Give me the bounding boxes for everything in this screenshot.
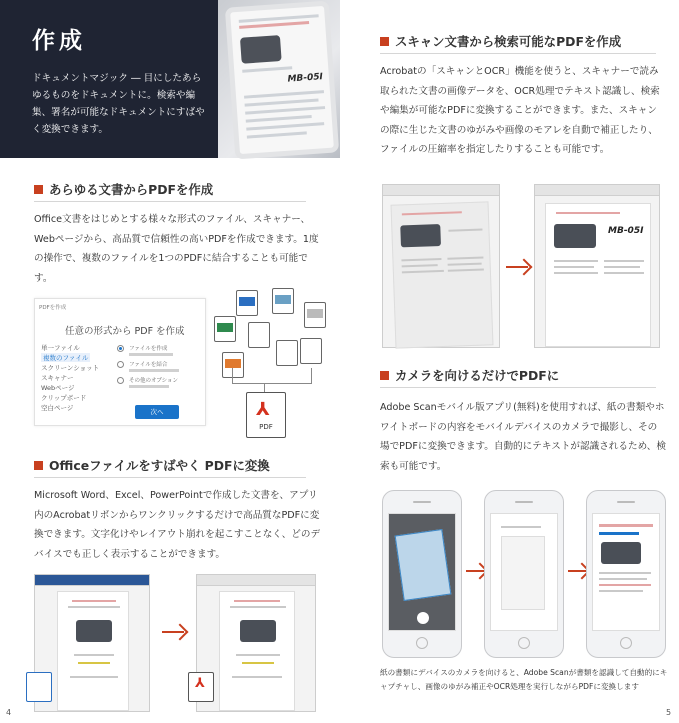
phone-capture [484, 490, 564, 658]
arrow-right-icon [162, 631, 184, 633]
option-label: その他のオプション [129, 378, 179, 384]
option-radio[interactable] [117, 361, 124, 368]
connector-line [264, 384, 265, 392]
model-badge: MB-05I [608, 226, 644, 236]
arrow-right-icon [506, 266, 528, 268]
dialog-header: PDFを作成 [39, 305, 67, 311]
acrobat-icon: ⅄ [256, 399, 270, 420]
phone-camera [382, 490, 462, 658]
scanned-doc-screenshot [382, 184, 500, 348]
model-badge: MB-05I [287, 72, 324, 85]
hero-panel [0, 0, 218, 158]
option-radio[interactable] [117, 377, 124, 384]
hero-body: ドキュメントマジック ― 目にしたあらゆるものをドキュメントに。検索や編集、署名が可能なドキュメントにすばやく変換できます。 [32, 73, 205, 135]
section-body-create-pdf: Office文書をはじめとする様々な形式のファイル、スキャナー、Webページから、高品質で信頼性の高いPDFを作成できます。1度の操作で、複数のファイルを1つのPDFに結合することも可能です。 [34, 214, 319, 284]
dialog-item[interactable]: スキャナー [41, 374, 74, 382]
word-badge-icon [26, 672, 52, 702]
connector-line [232, 368, 312, 384]
video-file-icon [304, 302, 326, 328]
acrobat-screenshot [196, 574, 316, 712]
phone-result [586, 490, 666, 658]
section-heading-create-pdf: あらゆる文書からPDFを作成 [34, 180, 213, 198]
dialog-item-selected[interactable]: 複数のファイル [43, 354, 89, 362]
ocr-doc-screenshot [534, 184, 660, 348]
section-body-scan: Acrobatの「スキャンとOCR」機能を使うと、スキャナーで読み取られた文書の画像データを、OCR処理でテキスト認識し、検索や編集が可能なPDFに変換することができます。また、スキャンの際に生じた文書のゆがみや画像のモアレを自動で補正したり、ファイルの圧縮率を指定したりすることも可能です。 [380, 66, 660, 155]
page-number: 4 [6, 708, 12, 717]
dialog-item[interactable]: Webページ [41, 384, 75, 392]
page-number: 5 [666, 708, 672, 717]
tablet-photo [218, 0, 340, 158]
image-file-icon [272, 288, 294, 314]
option-label: ファイルを作成 [129, 346, 168, 352]
hero-title: 作成 [32, 28, 86, 54]
spreadsheet-file-icon [214, 316, 236, 342]
option-radio[interactable] [117, 345, 124, 352]
create-pdf-dialog [34, 298, 206, 426]
heading-marker [34, 185, 43, 194]
dialog-item[interactable]: クリップボード [41, 394, 87, 402]
figure-caption: 紙の書類にデバイスのカメラを向けると、Adobe Scanが書類を認識して自動的にキャプチャし、画像のゆがみ補正やOCR処理を実行しながらPDFに変換します [380, 668, 668, 691]
divider [34, 201, 306, 202]
divider [380, 387, 656, 388]
section-heading-office: Officeファイルをすばやく PDFに変換 [34, 456, 270, 474]
arrow-right-icon [466, 570, 484, 572]
arrow-right-icon [568, 570, 586, 572]
section-body-camera: Adobe Scanモバイル版アプリ(無料)を使用すれば、紙の書類やホワイトボードの内容をモバイルデバイスのカメラで撮影し、その場でPDFに変換できます。自動的にテキストが認識されるため、検索も可能です。 [380, 402, 666, 472]
heading-marker [380, 371, 389, 380]
projector-image [240, 35, 282, 64]
dialog-item[interactable]: スクリーンショット [41, 364, 100, 372]
dialog-item[interactable]: 単一ファイル [41, 344, 80, 352]
option-label: ファイルを結合 [129, 362, 168, 368]
dialog-title: 任意の形式から PDF を作成 [65, 326, 185, 337]
divider [380, 53, 656, 54]
heading-marker [380, 37, 389, 46]
section-heading-camera: カメラを向けるだけでPDFに [380, 366, 559, 384]
pdf-icon-label: PDF [259, 423, 273, 431]
section-heading-scan: スキャン文書から検索可能なPDFを作成 [380, 32, 621, 50]
right-page [340, 0, 679, 723]
next-button[interactable]: 次へ [135, 405, 179, 419]
pdf-badge-icon: ⅄ [188, 672, 214, 702]
music-file-icon [300, 338, 322, 364]
divider [34, 477, 306, 478]
photo-file-icon [276, 340, 298, 366]
dialog-item[interactable]: 空白ページ [41, 404, 74, 412]
section-body-office: Microsoft Word、Excel、PowerPointで作成した文書を、アプリ内のAcrobatリボンからワンクリックするだけで高品質なPDFに変換できます。文字化けやレイアウト崩れを起こすことなく、どのデバイスでも正しく表示することができます。 [34, 490, 321, 560]
generic-file-icon [248, 322, 270, 348]
tablet-image [225, 1, 339, 160]
heading-marker [34, 461, 43, 470]
document-file-icon [236, 290, 258, 316]
pdf-file-icon [246, 392, 286, 438]
